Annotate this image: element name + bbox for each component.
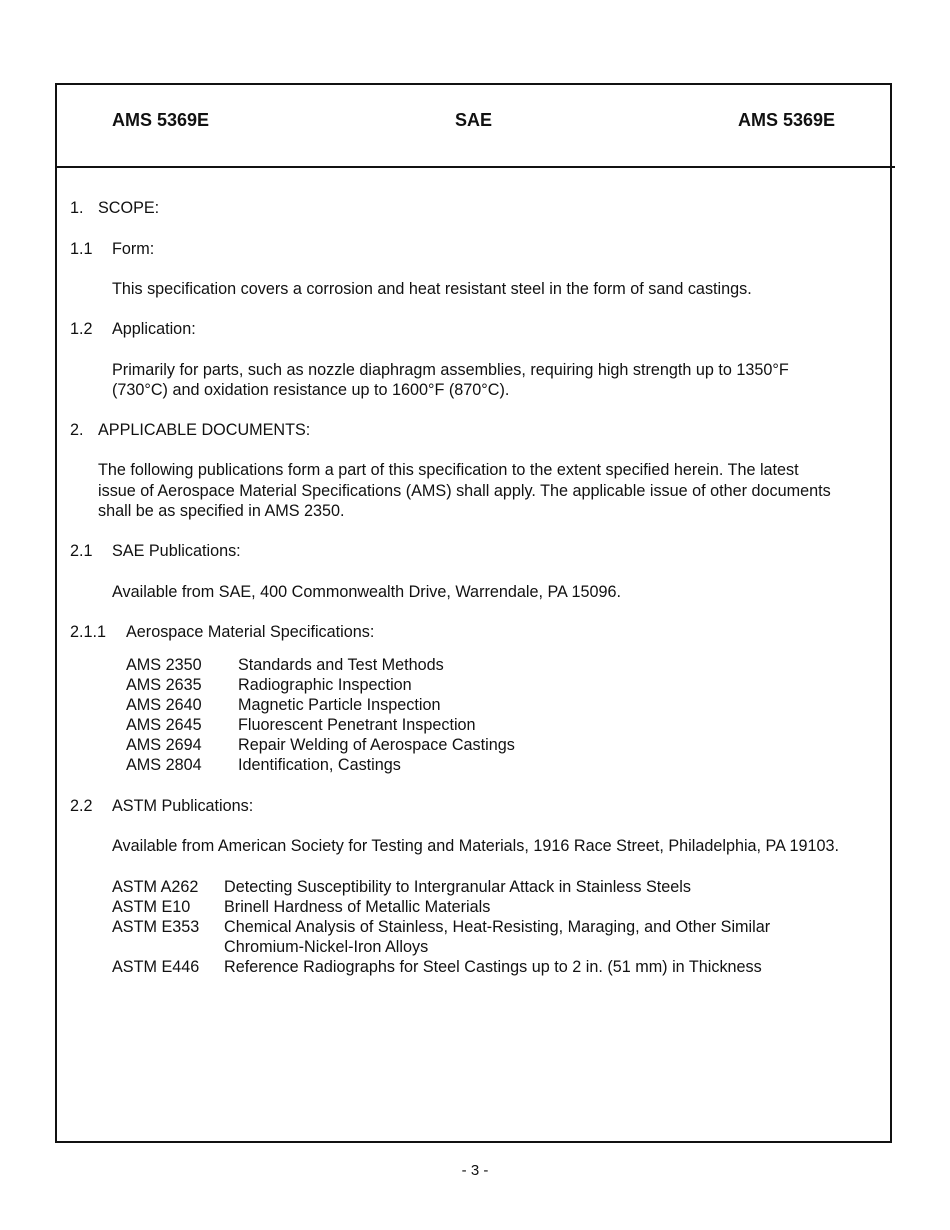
section-1-title: SCOPE: xyxy=(98,199,160,217)
section-2-1-text: Available from SAE, 400 Commonwealth Drive, Warrendale, PA 15096. xyxy=(112,583,621,601)
section-2-number: 2. xyxy=(70,421,84,439)
ams-doc-code: AMS 2645 xyxy=(126,716,202,734)
header-doc-id-right: AMS 5369E xyxy=(738,110,836,130)
ams-doc-code: AMS 2640 xyxy=(126,696,202,714)
header-org: SAE xyxy=(455,110,493,130)
section-2-1-title: SAE Publications: xyxy=(112,542,241,560)
astm-doc-code: ASTM A262 xyxy=(112,878,199,896)
ams-doc-title: Identification, Castings xyxy=(238,756,401,774)
header-divider xyxy=(55,166,895,168)
section-2-2-text: Available from American Society for Testing and Materials, 1916 Race Street, Philadelphia, PA 19103. xyxy=(112,837,840,855)
astm-doc-code: ASTM E353 xyxy=(112,918,200,936)
ams-doc-code: AMS 2804 xyxy=(126,756,202,774)
ams-doc-title: Fluorescent Penetrant Inspection xyxy=(238,716,476,734)
section-1-number: 1. xyxy=(70,199,84,217)
ams-doc-code: AMS 2635 xyxy=(126,676,202,694)
page-border xyxy=(55,83,892,1143)
section-2-title: APPLICABLE DOCUMENTS: xyxy=(98,421,311,439)
astm-doc-code: ASTM E10 xyxy=(112,898,191,916)
astm-doc-code: ASTM E446 xyxy=(112,958,200,976)
ams-doc-code: AMS 2350 xyxy=(126,656,202,674)
header-doc-id-left: AMS 5369E xyxy=(112,110,210,130)
page-number: - 3 - xyxy=(461,1162,489,1179)
section-1-1-number: 1.1 xyxy=(70,240,93,258)
section-1-1-title: Form: xyxy=(112,240,155,258)
astm-doc-title-continued: Chromium-Nickel-Iron Alloys xyxy=(224,938,429,956)
section-1-2-text-line1: Primarily for parts, such as nozzle diaphragm assemblies, requiring high strength up to 1350°F xyxy=(112,361,789,379)
astm-doc-title: Brinell Hardness of Metallic Materials xyxy=(224,898,491,916)
section-2-1-1-number: 2.1.1 xyxy=(70,623,107,641)
ams-doc-title: Radiographic Inspection xyxy=(238,676,412,694)
section-1-2-title: Application: xyxy=(112,320,196,338)
section-2-text-line2: issue of Aerospace Material Specifications (AMS) shall apply. The applicable issue of other documents xyxy=(98,482,831,500)
section-1-1-text: This specification covers a corrosion and heat resistant steel in the form of sand castings. xyxy=(112,280,752,298)
ams-doc-title: Repair Welding of Aerospace Castings xyxy=(238,736,515,754)
ams-doc-title: Standards and Test Methods xyxy=(238,656,444,674)
section-2-2-number: 2.2 xyxy=(70,797,93,815)
astm-doc-title: Detecting Susceptibility to Intergranular Attack in Stainless Steels xyxy=(224,878,691,896)
section-2-1-number: 2.1 xyxy=(70,542,93,560)
astm-doc-title: Reference Radiographs for Steel Castings up to 2 in. (51 mm) in Thickness xyxy=(224,958,762,976)
section-2-text-line1: The following publications form a part of this specification to the extent specified herein. The latest xyxy=(98,461,799,479)
section-2-2-title: ASTM Publications: xyxy=(112,797,254,815)
section-1-2-number: 1.2 xyxy=(70,320,93,338)
section-1-2-text-line2: (730°C) and oxidation resistance up to 1600°F (870°C). xyxy=(112,381,510,399)
ams-doc-code: AMS 2694 xyxy=(126,736,202,754)
section-2-1-1-title: Aerospace Material Specifications: xyxy=(126,623,375,641)
astm-doc-title: Chemical Analysis of Stainless, Heat-Resisting, Maraging, and Other Similar xyxy=(224,918,771,936)
ams-doc-title: Magnetic Particle Inspection xyxy=(238,696,441,714)
section-2-text-line3: shall be as specified in AMS 2350. xyxy=(98,502,345,520)
